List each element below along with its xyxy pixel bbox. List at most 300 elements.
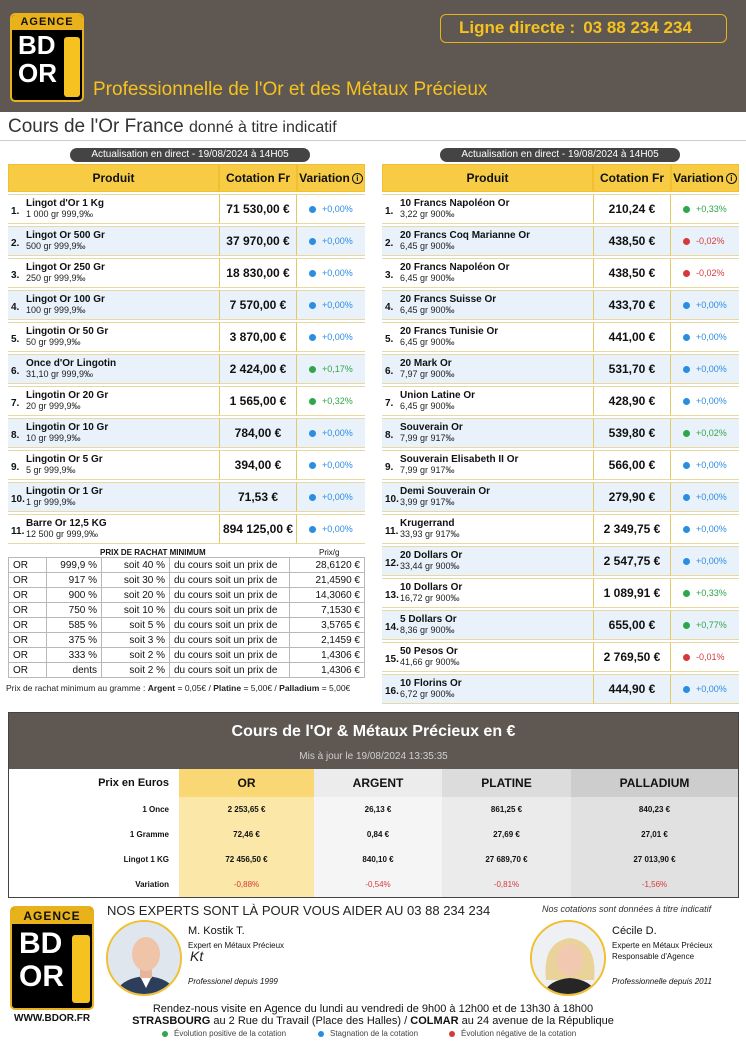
row-index: 9. — [385, 462, 394, 473]
product-name: Lingot Or 250 Gr — [26, 262, 105, 273]
product-cell — [8, 386, 219, 416]
variation-value: +0,32% — [322, 396, 353, 406]
rachat-cell: soit 3 % — [102, 633, 170, 648]
product-cell — [8, 482, 219, 512]
expert1-since: Professionel depuis 1999 — [188, 977, 278, 986]
hotline-number[interactable]: 03 88 234 234 — [583, 18, 692, 37]
table-row[interactable] — [8, 354, 365, 384]
product-spec: 6,72 gr 900‰ — [400, 689, 455, 699]
rachat-cell: du cours soit un prix de — [170, 603, 290, 618]
product-cell — [8, 450, 219, 480]
price-cell: 71,53 € — [219, 482, 297, 512]
table-row[interactable] — [8, 258, 365, 288]
table-row[interactable] — [382, 578, 739, 608]
expert2-role: Experte en Métaux Précieux — [612, 941, 713, 950]
trend-dot-icon — [309, 494, 316, 501]
price-cell: 2 349,75 € — [593, 514, 671, 544]
product-spec: 6,45 gr 900‰ — [400, 305, 455, 315]
price-cell: 539,80 € — [593, 418, 671, 448]
rachat-cell: 28,6120 € — [290, 558, 365, 573]
product-name: 50 Pesos Or — [400, 646, 458, 657]
table-row — [9, 588, 365, 603]
rachat-cell: soit 20 % — [102, 588, 170, 603]
product-cell — [382, 610, 593, 640]
product-cell — [382, 578, 593, 608]
variation-cell — [671, 194, 739, 224]
product-spec: 1 gr 999,9‰ — [26, 497, 76, 507]
product-name: 20 Francs Coq Marianne Or — [400, 230, 531, 241]
rachat-cell: 333 % — [47, 648, 102, 663]
price-cell: 71 530,00 € — [219, 194, 297, 224]
variation-value: +0,00% — [696, 460, 727, 470]
table-row[interactable] — [382, 386, 739, 416]
opening-hours: Rendez-nous visite en Agence du lundi au vendredi de 9h00 à 12h00 et de 13h30 à 18h00 — [152, 1003, 594, 1015]
trend-dot-icon — [309, 526, 316, 533]
product-cell — [8, 258, 219, 288]
rachat-cell: OR — [9, 573, 47, 588]
rachat-cell: du cours soit un prix de — [170, 618, 290, 633]
table-row — [9, 603, 365, 618]
rachat-note — [6, 683, 350, 693]
update-badge-left: Actualisation en direct - 19/08/2024 à 14H05 — [70, 148, 310, 162]
table-row[interactable] — [382, 258, 739, 288]
rachat-note-platine: = 5,00€ / — [243, 683, 277, 693]
table-row[interactable] — [382, 322, 739, 352]
rachat-cell: OR — [9, 618, 47, 633]
city-colmar: COLMAR — [410, 1015, 459, 1027]
variation-cell — [297, 290, 365, 320]
expert2-role2: Responsable d'Agence — [612, 952, 695, 961]
table-row[interactable] — [382, 610, 739, 640]
product-cell — [382, 514, 593, 544]
variation-cell — [671, 482, 739, 512]
variation-value: +0,00% — [322, 236, 353, 246]
trend-dot-icon — [309, 238, 316, 245]
variation-value: +0,33% — [696, 588, 727, 598]
bdor-logo-footer[interactable] — [10, 906, 94, 1010]
rachat-cell: 585 % — [47, 618, 102, 633]
product-name: Souverain Or — [400, 422, 463, 433]
table-row[interactable] — [8, 418, 365, 448]
city-strasbourg: STRASBOURG — [132, 1015, 211, 1027]
product-spec: 3,99 gr 917‰ — [400, 497, 455, 507]
table-row[interactable] — [382, 418, 739, 448]
metals-cell: 2 253,65 € — [179, 797, 314, 822]
logo-agence-text: AGENCE — [12, 15, 82, 30]
row-index: 9. — [11, 462, 20, 473]
variation-value: -0,02% — [696, 236, 725, 246]
rachat-cell: du cours soit un prix de — [170, 633, 290, 648]
product-spec: 6,45 gr 900‰ — [400, 401, 455, 411]
variation-value: +0,00% — [696, 556, 727, 566]
rachat-cell: 1,4306 € — [290, 663, 365, 678]
variation-value: +0,00% — [322, 428, 353, 438]
product-cell — [382, 322, 593, 352]
metals-cell: -0,88% — [179, 872, 314, 897]
rachat-cell: 7,1530 € — [290, 603, 365, 618]
bdor-logo[interactable] — [10, 13, 84, 102]
metals-cell: 27,01 € — [571, 822, 738, 847]
price-cell: 444,90 € — [593, 674, 671, 704]
product-name: 20 Francs Suisse Or — [400, 294, 497, 305]
product-cell — [382, 226, 593, 256]
product-spec: 16,72 gr 900‰ — [400, 593, 460, 603]
green-dot-icon — [162, 1031, 168, 1037]
experts-title: NOS EXPERTS SONT LÀ POUR VOUS AIDER AU 03 88 234 234 — [107, 903, 491, 918]
product-cell — [382, 386, 593, 416]
trend-dot-icon — [683, 494, 690, 501]
variation-cell — [671, 450, 739, 480]
product-name: Lingot d'Or 1 Kg — [26, 198, 104, 209]
logo-line-2: OR — [18, 58, 57, 88]
rachat-cell: 3,5765 € — [290, 618, 365, 633]
row-index: 7. — [11, 398, 20, 409]
trend-dot-icon — [309, 430, 316, 437]
product-cell — [382, 290, 593, 320]
variation-value: +0,00% — [696, 684, 727, 694]
row-index: 10. — [385, 494, 399, 505]
metals-cell: Variation — [9, 872, 179, 897]
hotline-box[interactable] — [440, 14, 727, 43]
variation-cell — [297, 258, 365, 288]
metals-col-argent: ARGENT — [314, 769, 442, 797]
rachat-cell: OR — [9, 558, 47, 573]
page-title-sub: donné à titre indicatif — [189, 119, 337, 136]
col-product: Produit — [8, 164, 219, 192]
table-row[interactable] — [382, 482, 739, 512]
metals-col-or: OR — [179, 769, 314, 797]
legend-positive — [162, 1029, 286, 1038]
legend-positive-label: Évolution positive de la cotation — [174, 1029, 287, 1038]
table-row[interactable] — [382, 226, 739, 256]
product-name: 10 Dollars Or — [400, 582, 463, 593]
rachat-cell: OR — [9, 588, 47, 603]
trend-dot-icon — [683, 302, 690, 309]
price-cell: 894 125,00 € — [219, 514, 297, 544]
tagline: Professionnelle de l'Or et des Métaux Précieux — [93, 79, 488, 100]
metals-cell: 840,10 € — [314, 847, 442, 872]
logo-line-2: OR — [19, 960, 64, 993]
table-row[interactable] — [8, 290, 365, 320]
metals-cell: 72,46 € — [179, 822, 314, 847]
product-cell — [8, 226, 219, 256]
trend-dot-icon — [683, 622, 690, 629]
product-spec: 6,45 gr 900‰ — [400, 337, 455, 347]
metals-col-palladium: PALLADIUM — [571, 769, 738, 797]
trend-dot-icon — [309, 270, 316, 277]
variation-cell — [671, 226, 739, 256]
rachat-cell: 2,1459 € — [290, 633, 365, 648]
price-cell: 428,90 € — [593, 386, 671, 416]
metals-cell: 1 Once — [9, 797, 179, 822]
variation-cell — [671, 258, 739, 288]
variation-cell — [297, 194, 365, 224]
metals-col-label: Prix en Euros — [9, 769, 179, 797]
col-variation-label: Variation — [299, 171, 350, 185]
gold-bar-icon — [64, 37, 80, 97]
trend-dot-icon — [683, 558, 690, 565]
rachat-cell: soit 10 % — [102, 603, 170, 618]
variation-value: +0,00% — [696, 396, 727, 406]
trend-dot-icon — [309, 302, 316, 309]
col-variation — [671, 164, 739, 192]
table-row[interactable] — [8, 450, 365, 480]
trend-dot-icon — [683, 270, 690, 277]
variation-cell — [297, 450, 365, 480]
rachat-cell: 750 % — [47, 603, 102, 618]
legend-stagnation — [318, 1029, 418, 1038]
table-row[interactable] — [382, 674, 739, 704]
variation-cell — [671, 578, 739, 608]
price-cell: 438,50 € — [593, 226, 671, 256]
variation-value: +0,00% — [696, 492, 727, 502]
product-cell — [382, 674, 593, 704]
product-name: Lingot Or 500 Gr — [26, 230, 105, 241]
row-index: 2. — [385, 238, 394, 249]
info-icon[interactable]: i — [352, 173, 363, 184]
hotline-label: Ligne directe : — [459, 18, 576, 37]
rachat-cell: 1,4306 € — [290, 648, 365, 663]
product-name: 20 Francs Tunisie Or — [400, 326, 499, 337]
product-cell — [382, 194, 593, 224]
product-name: 5 Dollars Or — [400, 614, 457, 625]
product-spec: 7,97 gr 900‰ — [400, 369, 455, 379]
expert2-since: Professionnelle depuis 2011 — [612, 977, 712, 986]
metals-cell: 27 689,70 € — [442, 847, 571, 872]
cotation-note: Nos cotations sont données à titre indicatif — [542, 904, 712, 914]
variation-cell — [671, 322, 739, 352]
trend-dot-icon — [683, 462, 690, 469]
product-cell — [8, 290, 219, 320]
product-cell — [382, 546, 593, 576]
price-cell: 394,00 € — [219, 450, 297, 480]
product-spec: 50 gr 999,9‰ — [26, 337, 81, 347]
table-row — [9, 822, 738, 847]
table-row — [9, 618, 365, 633]
product-cell — [382, 418, 593, 448]
table-row[interactable] — [382, 514, 739, 544]
table-row[interactable] — [8, 482, 365, 512]
variation-cell — [671, 290, 739, 320]
price-cell: 7 570,00 € — [219, 290, 297, 320]
metals-cell: 26,13 € — [314, 797, 442, 822]
product-spec: 12 500 gr 999,9‰ — [26, 529, 99, 539]
product-spec: 8,36 gr 900‰ — [400, 625, 455, 635]
col-variation-label: Variation — [673, 171, 724, 185]
rachat-cell: soit 5 % — [102, 618, 170, 633]
table-row[interactable] — [8, 386, 365, 416]
website-link[interactable]: WWW.BDOR.FR — [14, 1013, 91, 1024]
product-name: Lingotin Or 1 Gr — [26, 486, 103, 497]
trend-dot-icon — [309, 334, 316, 341]
row-index: 5. — [11, 334, 20, 345]
blue-dot-icon — [318, 1031, 324, 1037]
trend-dot-icon — [683, 526, 690, 533]
metals-cell: Lingot 1 KG — [9, 847, 179, 872]
product-name: 10 Francs Napoléon Or — [400, 198, 510, 209]
variation-cell — [671, 354, 739, 384]
red-dot-icon — [449, 1031, 455, 1037]
trend-dot-icon — [309, 206, 316, 213]
variation-value: +0,00% — [322, 300, 353, 310]
variation-cell — [671, 610, 739, 640]
variation-cell — [671, 386, 739, 416]
col-price: Cotation Fr — [593, 164, 671, 192]
row-index: 12. — [385, 558, 399, 569]
row-index: 6. — [11, 366, 20, 377]
row-index: 1. — [11, 206, 20, 217]
table-row — [9, 847, 738, 872]
variation-value: +0,00% — [696, 332, 727, 342]
product-name: 10 Florins Or — [400, 678, 462, 689]
metals-section — [8, 712, 739, 898]
variation-cell — [297, 386, 365, 416]
address-strasbourg: au 2 Rue du Travail (Place des Halles) / — [213, 1015, 408, 1027]
variation-value: +0,17% — [322, 364, 353, 374]
col-product: Produit — [382, 164, 593, 192]
rachat-note-palladium: = 5,00€ — [321, 683, 351, 693]
product-cell — [382, 450, 593, 480]
legend-stagnation-label: Stagnation de la cotation — [330, 1029, 419, 1038]
product-spec: 5 gr 999,9‰ — [26, 465, 76, 475]
product-spec: 7,99 gr 917‰ — [400, 465, 455, 475]
variation-cell — [297, 418, 365, 448]
buyback-table — [8, 557, 365, 678]
table-row[interactable] — [382, 194, 739, 224]
price-cell: 279,90 € — [593, 482, 671, 512]
variation-cell — [671, 546, 739, 576]
rachat-cell: OR — [9, 633, 47, 648]
product-cell — [382, 354, 593, 384]
price-cell: 784,00 € — [219, 418, 297, 448]
metals-cell: -1,56% — [571, 872, 738, 897]
trend-dot-icon — [683, 590, 690, 597]
variation-value: +0,33% — [696, 204, 727, 214]
product-cell — [382, 482, 593, 512]
price-cell: 441,00 € — [593, 322, 671, 352]
variation-cell — [297, 482, 365, 512]
trend-dot-icon — [683, 430, 690, 437]
expert1-role: Expert en Métaux Précieux — [188, 941, 285, 950]
row-index: 11. — [11, 526, 25, 537]
table-row[interactable] — [8, 514, 365, 544]
metals-cell: 27,69 € — [442, 822, 571, 847]
product-cell — [8, 354, 219, 384]
table-row[interactable] — [382, 450, 739, 480]
product-cell — [382, 258, 593, 288]
product-spec: 3,22 gr 900‰ — [400, 209, 455, 219]
rachat-note-palladium-label: Palladium — [279, 683, 320, 693]
price-cell: 3 870,00 € — [219, 322, 297, 352]
table-row — [9, 872, 738, 897]
variation-value: +0,00% — [322, 332, 353, 342]
metals-cell: 1 Gramme — [9, 822, 179, 847]
variation-cell — [297, 226, 365, 256]
row-index: 8. — [385, 430, 394, 441]
product-cell — [8, 514, 219, 544]
metals-cell: -0,54% — [314, 872, 442, 897]
rachat-cell: du cours soit un prix de — [170, 573, 290, 588]
expert2-name: Cécile D. — [612, 925, 657, 937]
price-cell: 438,50 € — [593, 258, 671, 288]
product-cell — [8, 194, 219, 224]
rachat-cell: 999,9 % — [47, 558, 102, 573]
rachat-cell: 375 % — [47, 633, 102, 648]
trend-dot-icon — [683, 238, 690, 245]
info-icon[interactable]: i — [726, 173, 737, 184]
table-row[interactable] — [8, 226, 365, 256]
trend-dot-icon — [309, 462, 316, 469]
table-row[interactable] — [382, 354, 739, 384]
product-cell — [8, 322, 219, 352]
product-spec: 33,93 gr 917‰ — [400, 529, 460, 539]
metals-col-platine: PLATINE — [442, 769, 571, 797]
trend-dot-icon — [683, 398, 690, 405]
product-spec: 33,44 gr 900‰ — [400, 561, 460, 571]
legend-negative — [449, 1029, 576, 1038]
rachat-cell: 900 % — [47, 588, 102, 603]
logo-wordmark — [18, 31, 57, 87]
logo-wordmark — [19, 927, 64, 993]
row-index: 4. — [11, 302, 20, 313]
rachat-note-prefix: Prix de rachat minimum au gramme : — [6, 683, 146, 693]
product-name: Krugerrand — [400, 518, 455, 529]
rachat-cell: soit 30 % — [102, 573, 170, 588]
price-cell: 37 970,00 € — [219, 226, 297, 256]
metals-cell: 72 456,50 € — [179, 847, 314, 872]
table-row — [9, 797, 738, 822]
product-name: Souverain Elisabeth II Or — [400, 454, 519, 465]
table-row[interactable] — [382, 642, 739, 672]
metals-updated: Mis à jour le 19/08/2024 13:35:35 — [299, 751, 448, 762]
table-row[interactable] — [8, 194, 365, 224]
rachat-cell: du cours soit un prix de — [170, 588, 290, 603]
row-index: 2. — [11, 238, 20, 249]
table-row[interactable] — [382, 290, 739, 320]
table-row[interactable] — [382, 546, 739, 576]
variation-value: +0,00% — [322, 524, 353, 534]
product-spec: 1 000 gr 999,9‰ — [26, 209, 94, 219]
trend-dot-icon — [683, 206, 690, 213]
variation-cell — [671, 418, 739, 448]
table-row — [9, 663, 365, 678]
rachat-cell: OR — [9, 663, 47, 678]
legend-negative-label: Évolution négative de la cotation — [461, 1029, 577, 1038]
product-name: Union Latine Or — [400, 390, 475, 401]
page-header — [0, 0, 746, 112]
expert1-name: M. Kostik T. — [188, 925, 245, 937]
col-price: Cotation Fr — [219, 164, 297, 192]
product-spec: 500 gr 999,9‰ — [26, 241, 86, 251]
rachat-cell: OR — [9, 603, 47, 618]
expert1-signature: Kt — [190, 948, 204, 964]
variation-value: +0,00% — [696, 364, 727, 374]
variation-cell — [671, 674, 739, 704]
logo-line-1: BD — [19, 927, 63, 960]
rachat-unit: Prix/g — [319, 548, 340, 557]
variation-value: +0,77% — [696, 620, 727, 630]
rachat-note-argent-label: Argent — [147, 683, 176, 693]
row-index: 14. — [385, 622, 399, 633]
trend-dot-icon — [309, 366, 316, 373]
table-row[interactable] — [8, 322, 365, 352]
variation-value: +0,00% — [696, 524, 727, 534]
rachat-cell: soit 2 % — [102, 648, 170, 663]
metals-table — [9, 769, 738, 897]
row-index: 15. — [385, 654, 399, 665]
product-spec: 250 gr 999,9‰ — [26, 273, 86, 283]
row-index: 13. — [385, 590, 399, 601]
